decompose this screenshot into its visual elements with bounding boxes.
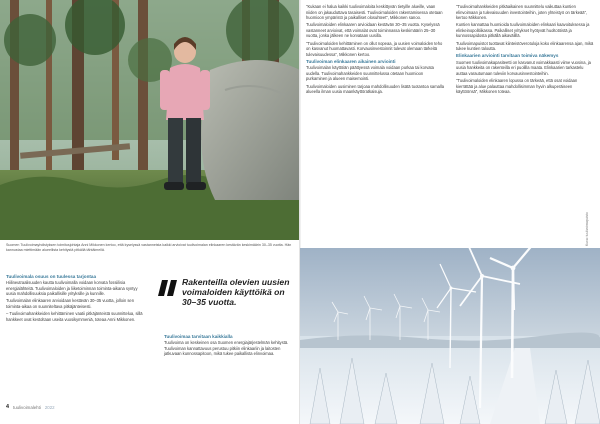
wind-turbines-photo: [300, 248, 600, 424]
forest-photo-caption: Suomen Tuulivoimayhdistyksen toimitusjohtaja Anni Mikkonen kertoo, että kyselyssä vastanneista kaikki arvioivat tuulivoimalan elinkaaren kestävän keskimäärin 30–35 vuotta. Hän kannustaa miettimään alueellista kehitystä pitkällä tähtäimellä.: [6, 243, 292, 252]
page-footer: [6, 404, 55, 410]
quote-mark-icon: [158, 280, 178, 296]
paragraph: "Tuulivoimaloiden elinkaaren lopussa on tärkeää, että osat voidaan kierrättää ja alue palauttaa mahdollisimman hyvin alkuperäiseen käyttöönsä", Mikkonen toteaa.: [456, 78, 578, 95]
section-heading: Tuulivoimaa tarvitaan kaikkialla: [164, 333, 233, 339]
paragraph: Tuulivoimalan elinkaaren arvioidaan kestävän 30–35 vuotta, jolloin sen toiminta-aikaa on suunniteltava pitkäjänteisesti.: [6, 298, 134, 309]
paragraph: Tuulivoimapuistot tuottavat kiinteistöverotuloja koko elinkaarensa ajan, mikä tukee kuntien taloutta.: [456, 40, 594, 52]
left-column-1: [6, 272, 144, 324]
paragraph: Tuulivoima on keskeinen osa Suomen energiajärjestelmän kehitystä. Tuulivoiman kannattavuus perustuu pitkiin elinkaariin ja laitosten jatkuvaan kunnossapitoon, mikä tukee paikallista elinvoimaa.: [164, 340, 289, 357]
paragraph: Kuntien kannattaa huomioida tuulivoimaloiden elinkaari kaavoituksessa ja elinkeinopolitiikassa. Paikalliset yritykset hyötyvät huoltotöistä ja kunnossapidosta pitkällä aikavälillä.: [456, 22, 590, 39]
paragraph: Suomen tuulivoimakapasiteetti on kasvanut voimakkaasti viime vuosina, ja uusia hankkeita on rakenteilla eri puolilla maata. Elinkaarien tarkastelu auttaa varautumaan tuleviin korvausinvestointeihin.: [456, 59, 591, 76]
section-heading: Elinkaarien arviointi tarvitaan toimiva näkemys: [456, 53, 559, 59]
section-heading: Tuulivoimala osuus on tuulessa tarjontaa: [6, 273, 97, 279]
paragraph: "Kukaan ei halua kaikki tuulivoimaloita keskittyvän tietyille alueille, vaan niiden on jakauduttava tasaisesti. Tuulivoimaloiden rakentamisessa otetaan huomioon ympäristö ja paikalliset olosuhteet", Mikkonen sanoo.: [306, 4, 443, 20]
section-heading: Tuulivoiman elinkaaren aikainen arviointi: [306, 58, 396, 64]
pull-quote-text: Rakenteilla olevien uusien voimaloiden käyttöikä on 30–35 vuotta.: [182, 277, 290, 308]
paragraph: "Tuulivoimahankkeiden pitkäaikainen suunnittelu vaikuttaa kuntien elinvoimaan ja tulevaisuuden investointeihin, joten yhteistyö on tärkeää", kertoo Mikkonen.: [456, 4, 588, 20]
paragraph: Tuulivoimaloiden uusiminen tarjoaa mahdollisuuden lisätä tuotantoa samalla alueella ilman uusia maankäyttöratkaisuja.: [306, 83, 444, 95]
paragraph: – Tuulivoimahankkeiden kehittäminen vaatii pitkäjänteistä suunnittelua, sillä hankkeet ovat kestoltaan useita vuosikymmeniä, toteaa Anni Mikkonen.: [6, 311, 143, 322]
pull-quote: [158, 277, 296, 308]
wind-photo-credit: Kuva: tuulivoimapuisto: [585, 212, 589, 246]
paragraph: Tuulivoimalan käyttöiän päättyessä voimala voidaan purkaa tai korvata uudella. Tuulivoimahankkeiden suunnittelussa otetaan huomioon purkaminen ja alueen maisemointi.: [306, 65, 434, 82]
paragraph: Hiilineutraalisuuden kautta tuulivoimalla voidaan korvata fossiilisia energialähteitä. Tuulivoimaloiden ja liiketoiminnan toiminta-aikana syntyy uusia mahdollisuuksia paikallisille yrityksille ja kunnille.: [6, 280, 138, 297]
magazine-year: 2022: [44, 404, 55, 410]
right-column-1: [306, 4, 444, 97]
magazine-name: tuulivoimalehti: [13, 404, 41, 410]
page-number: 4: [6, 404, 9, 410]
paragraph: Tuulivoimaloiden elinkaaren arvioidaan kestävän 30–35 vuotta. Kyselyssä vastanneet arvioivat, että voimalat ovat toiminnassa keskimäärin 25–30 vuotta, jonka jälkeen ne korvataan uusilla.: [306, 22, 440, 39]
right-column-2: [456, 4, 594, 97]
left-column-2: [164, 332, 294, 358]
forest-portrait-photo: [0, 0, 300, 240]
paragraph: "Tuulivoimaloiden kehittäminen on ollut nopeaa, ja uusien voimaloiden teho on kasvanut huomattavasti. Korvausinvestoinnit tulevat olemaan tärkeitä tulevaisuudessa", Mikkonen kertoo.: [306, 40, 443, 57]
